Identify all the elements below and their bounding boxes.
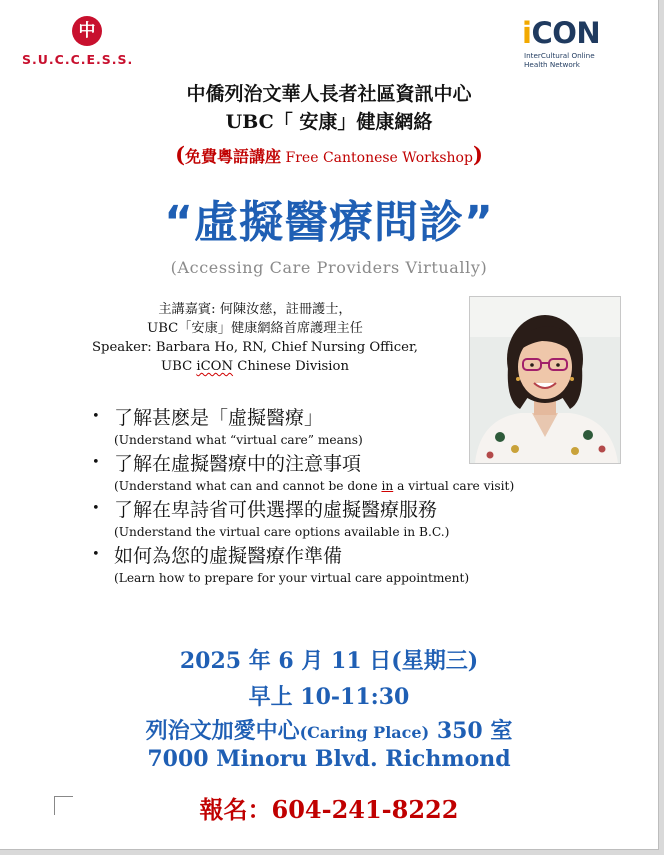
- topic-item: [92, 498, 632, 542]
- icon-logo-i: i: [522, 16, 532, 50]
- event-venue: [0, 714, 658, 745]
- icon-logo-con: CON: [531, 16, 601, 50]
- event-address: 7000 Minoru Blvd. Richmond: [147, 746, 511, 772]
- topic-zh: 了解在虛擬醫療中的注意事項: [114, 453, 362, 475]
- topic-en: (Understand the virtual care options available in B.C.): [114, 525, 450, 539]
- topic-en-underlined: in: [381, 479, 394, 493]
- icon-logo-subtitle: InterCultural Online Health Network: [524, 51, 595, 69]
- speaker-line-2: UBC「安康」健康網絡首席護理主任: [147, 321, 363, 336]
- bullet-icon: •: [92, 501, 100, 516]
- main-title: “虛擬醫療問診”: [164, 197, 494, 248]
- topic-item: [92, 406, 632, 450]
- network-line: UBC「 安康」健康網絡: [225, 111, 433, 133]
- success-logo-text: S.U.C.C.E.S.S.: [22, 52, 134, 67]
- speaker-line-4-post: Chinese Division: [233, 359, 349, 374]
- topics-list: [92, 406, 632, 590]
- bullet-icon: •: [92, 455, 100, 470]
- topic-item: [92, 544, 632, 588]
- topic-en: (Learn how to prepare for your virtual care appointment): [114, 571, 470, 585]
- margin-corner-mark: [54, 796, 73, 815]
- topic-zh: 了解甚麽是「虛擬醫療」: [114, 407, 324, 429]
- registration-phone: 報名：604-241-8222: [199, 795, 459, 824]
- icon-logo: [518, 16, 628, 77]
- topic-en: [114, 477, 632, 496]
- workshop-zh: 免費粵語講座: [185, 147, 282, 166]
- venue-en: (Caring Place): [299, 723, 430, 742]
- main-subtitle: (Accessing Care Providers Virtually): [170, 258, 488, 277]
- topic-zh: 如何為您的虛擬醫療作準備: [114, 545, 343, 567]
- speaker-line-4: [70, 357, 440, 376]
- workshop-line: [0, 142, 658, 167]
- topic-zh: 了解在卑詩省可供選擇的虛擬醫療服務: [114, 499, 438, 521]
- icon-logo-wordmark: [522, 16, 600, 50]
- bullet-icon: •: [92, 409, 100, 424]
- speaker-line-1: 主講嘉賓: 何陳汝慈，註冊護士，: [158, 302, 352, 317]
- topic-en-pre: (Understand what can and cannot be done: [114, 479, 382, 493]
- topic-en: (Understand what “virtual care” means): [114, 433, 363, 447]
- success-emblem-icon: 中: [72, 16, 102, 46]
- event-time: 早上 10-11:30: [248, 684, 410, 710]
- topic-item: [92, 452, 632, 496]
- venue-zh: 列治文加愛中心: [145, 718, 300, 744]
- workshop-open-paren: (: [175, 142, 186, 167]
- organizer-line: 中僑列治文華人長者社區資訊中心: [186, 83, 472, 105]
- bullet-icon: •: [92, 547, 100, 562]
- speaker-line-4-icon: iCON: [196, 359, 234, 374]
- speaker-line-3: Speaker: Barbara Ho, RN, Chief Nursing Officer,: [92, 340, 418, 355]
- workshop-en: Free Cantonese Workshop: [281, 150, 473, 166]
- venue-room: 350 室: [429, 718, 513, 744]
- speaker-line-4-pre: UBC: [161, 359, 197, 374]
- topic-en-post: a virtual care visit): [393, 479, 515, 493]
- event-date: 2025 年 6 月 11 日(星期三): [179, 648, 479, 674]
- success-logo: [20, 12, 150, 74]
- workshop-close-paren: ): [472, 142, 483, 167]
- speaker-info: [70, 300, 440, 376]
